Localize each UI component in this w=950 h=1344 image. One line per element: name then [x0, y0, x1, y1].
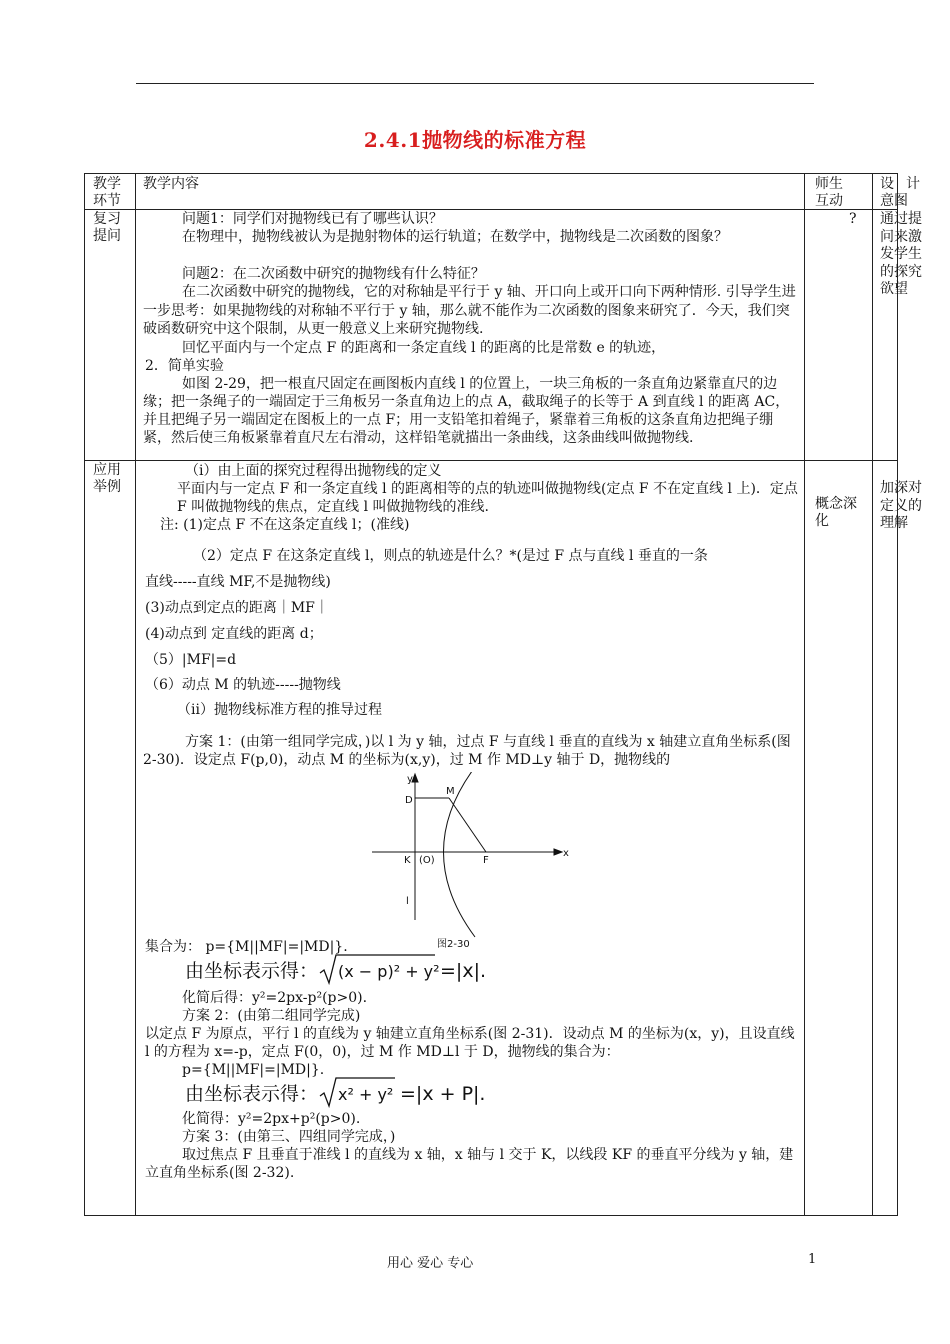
- header-interaction: 师生互动: [815, 176, 843, 209]
- section-experiment: 2．简单实验: [145, 358, 224, 374]
- definition-heading: （i）由上面的探究过程得出抛物线的定义: [185, 463, 442, 479]
- note-4: (4)动点到 定直线的距离 d；: [145, 626, 323, 642]
- label-x: x: [563, 848, 569, 859]
- column-divider: [804, 174, 805, 1215]
- header-stage: 教学环节: [93, 176, 121, 209]
- label-d: D: [405, 795, 413, 806]
- note-5: （5）|MF|=d: [145, 652, 237, 668]
- formula-1-radicand: (x − p)² + y²: [338, 962, 440, 981]
- coordinate-label-2: 由坐标表示得：: [185, 1083, 319, 1105]
- label-k: K: [404, 855, 411, 866]
- question-1: 问题1：同学们对抛物线已有了哪些认识？: [182, 211, 443, 227]
- header-content: 教学内容: [143, 176, 199, 192]
- derivation-heading: （ii）抛物线标准方程的推导过程: [177, 702, 382, 718]
- row2-intent: 加深对定义的理解: [880, 480, 922, 531]
- plan-1-text: 方案 1：(由第一组同学完成，)以 l 为 y 轴，过点 F 与直线 l 垂直的直线为 x 轴建立直角坐标系(图 2-30)．设定点 F(p,0)，动点 M 的坐标为(x,y)，过 M 作 MD⊥y 轴于 D，抛物线的: [143, 734, 791, 768]
- header-intent: 设计意图: [880, 176, 920, 209]
- label-o: (O): [419, 855, 435, 866]
- plan-3-text: 取过焦点 F 且垂直于准线 l 的直线为 x 轴，x 轴与 l 交于 K，以线段 KF 的垂直平分线为 y 轴，建立直角坐标系(图 2-32).: [145, 1147, 794, 1181]
- plan-2-text: 以定点 F 为原点，平行 l 的直线为 y 轴建立直角坐标系(图 2-31)．设动点 M 的坐标为(x，y)，且设直线 l 的方程为 x=-p，定点 F(0，0)，过 M 作 MD⊥l 于 D，抛物线的集合为：: [145, 1026, 795, 1060]
- footer-motto: 用心 爱心 专心: [387, 1256, 474, 1271]
- lesson-table: [84, 173, 922, 1216]
- note-2: （2）定点 F 在这条定直线 l，则点的轨迹是什么？*(是过 F 点与直线 l 垂直的一条: [193, 548, 708, 564]
- paragraph-experiment: 如图 2-29，把一根直尺固定在画图板内直线 l 的位置上，一块三角板的一条直角边紧靠直尺的边缘；把一条绳子的一端固定于三角板另一条直角边上的点 A，截取绳子的长等于 A 到直线 l 的距离 AC，并且把绳子另一端固定在图板上的一点 F；用一支铅笔扣着绳子，紧靠着三角板的这条直角边把绳子绷紧，然后使三角板紧靠着直尺左右滑动，这样铅笔就描出一条曲线，这条曲线叫做抛物线.: [143, 376, 790, 446]
- simplified-1: 化简后得：y²=2px-p²(p>0).: [182, 990, 368, 1006]
- definition-text: 平面内与一定点 F 和一条定直线 l 的距离相等的点的轨迹叫做抛物线(定点 F 不在定直线 l 上)．定点 F 叫做抛物线的焦点，定直线 l 叫做抛物线的准线.: [177, 481, 798, 515]
- figure-caption: 图2-30: [437, 939, 470, 950]
- page-title: 2.4.1抛物线的标准方程: [363, 128, 587, 152]
- coordinate-label-1: 由坐标表示得：: [185, 960, 319, 982]
- formula-2-rhs: =|x + P|.: [400, 1083, 486, 1105]
- row1-stage: 复习提问: [93, 211, 121, 244]
- note-3: (3)动点到定点的距离｜MF｜: [145, 600, 329, 616]
- label-m: M: [446, 786, 455, 797]
- row2-stage: 应用举例: [93, 462, 121, 495]
- note-2-cont: 直线-----直线 MF,不是抛物线): [145, 574, 331, 590]
- question-2: 问题2：在二次函数中研究的抛物线有什么特征？: [182, 266, 485, 282]
- note-6: （6）动点 M 的轨迹-----抛物线: [145, 677, 341, 693]
- set-expression-2: p={M||MF|=|MD|}.: [182, 1062, 325, 1078]
- label-f: F: [483, 855, 489, 866]
- parabola-figure: [367, 772, 577, 954]
- header-rule: [136, 83, 814, 84]
- row-divider: [85, 460, 897, 461]
- formula-2-radicand: x² + y²: [338, 1085, 394, 1104]
- row2-interaction: 概念深化: [815, 496, 857, 529]
- row1-intent: 通过提问来激发学生的探究欲望: [880, 211, 922, 297]
- row1-interaction: ?: [849, 211, 857, 227]
- set-expression-1: 集合为： p={M||MF|=|MD|}.: [145, 939, 348, 955]
- paragraph-physics: 在物理中，抛物线被认为是抛射物体的运行轨道；在数学中，抛物线是二次函数的图象？: [182, 229, 728, 245]
- formula-1-rhs: =|x|.: [440, 960, 487, 982]
- label-l: l: [406, 896, 409, 907]
- plan-2-heading: 方案 2：(由第二组同学完成): [182, 1008, 361, 1024]
- x-axis-arrow: [554, 849, 562, 855]
- note-1: 注: (1)定点 F 不在这条定直线 l；(准线): [160, 517, 410, 533]
- column-divider: [872, 174, 873, 1215]
- paragraph-quadratic: 在二次函数中研究的抛物线，它的对称轴是平行于 y 轴、开口向上或开口向下两种情形. 引导学生进一步思考：如果抛物线的对称轴不平行于 y 轴，那么就不能作为二次函数的图象来研究了．今天，我们突破函数研究中这个限制，从更一般意义上来研究抛物线.: [143, 284, 796, 337]
- label-y: y: [407, 774, 413, 785]
- page-number: 1: [808, 1252, 817, 1267]
- segment-mf: [449, 798, 486, 852]
- column-divider: [135, 174, 136, 1215]
- plan-3-heading: 方案 3：(由第三、四组同学完成，): [182, 1129, 396, 1145]
- recall-line: 回忆平面内与一个定点 F 的距离和一条定直线 l 的距离的比是常数 e 的轨迹，: [182, 340, 666, 356]
- simplified-2: 化简得：y²=2px+p²(p>0).: [182, 1111, 361, 1127]
